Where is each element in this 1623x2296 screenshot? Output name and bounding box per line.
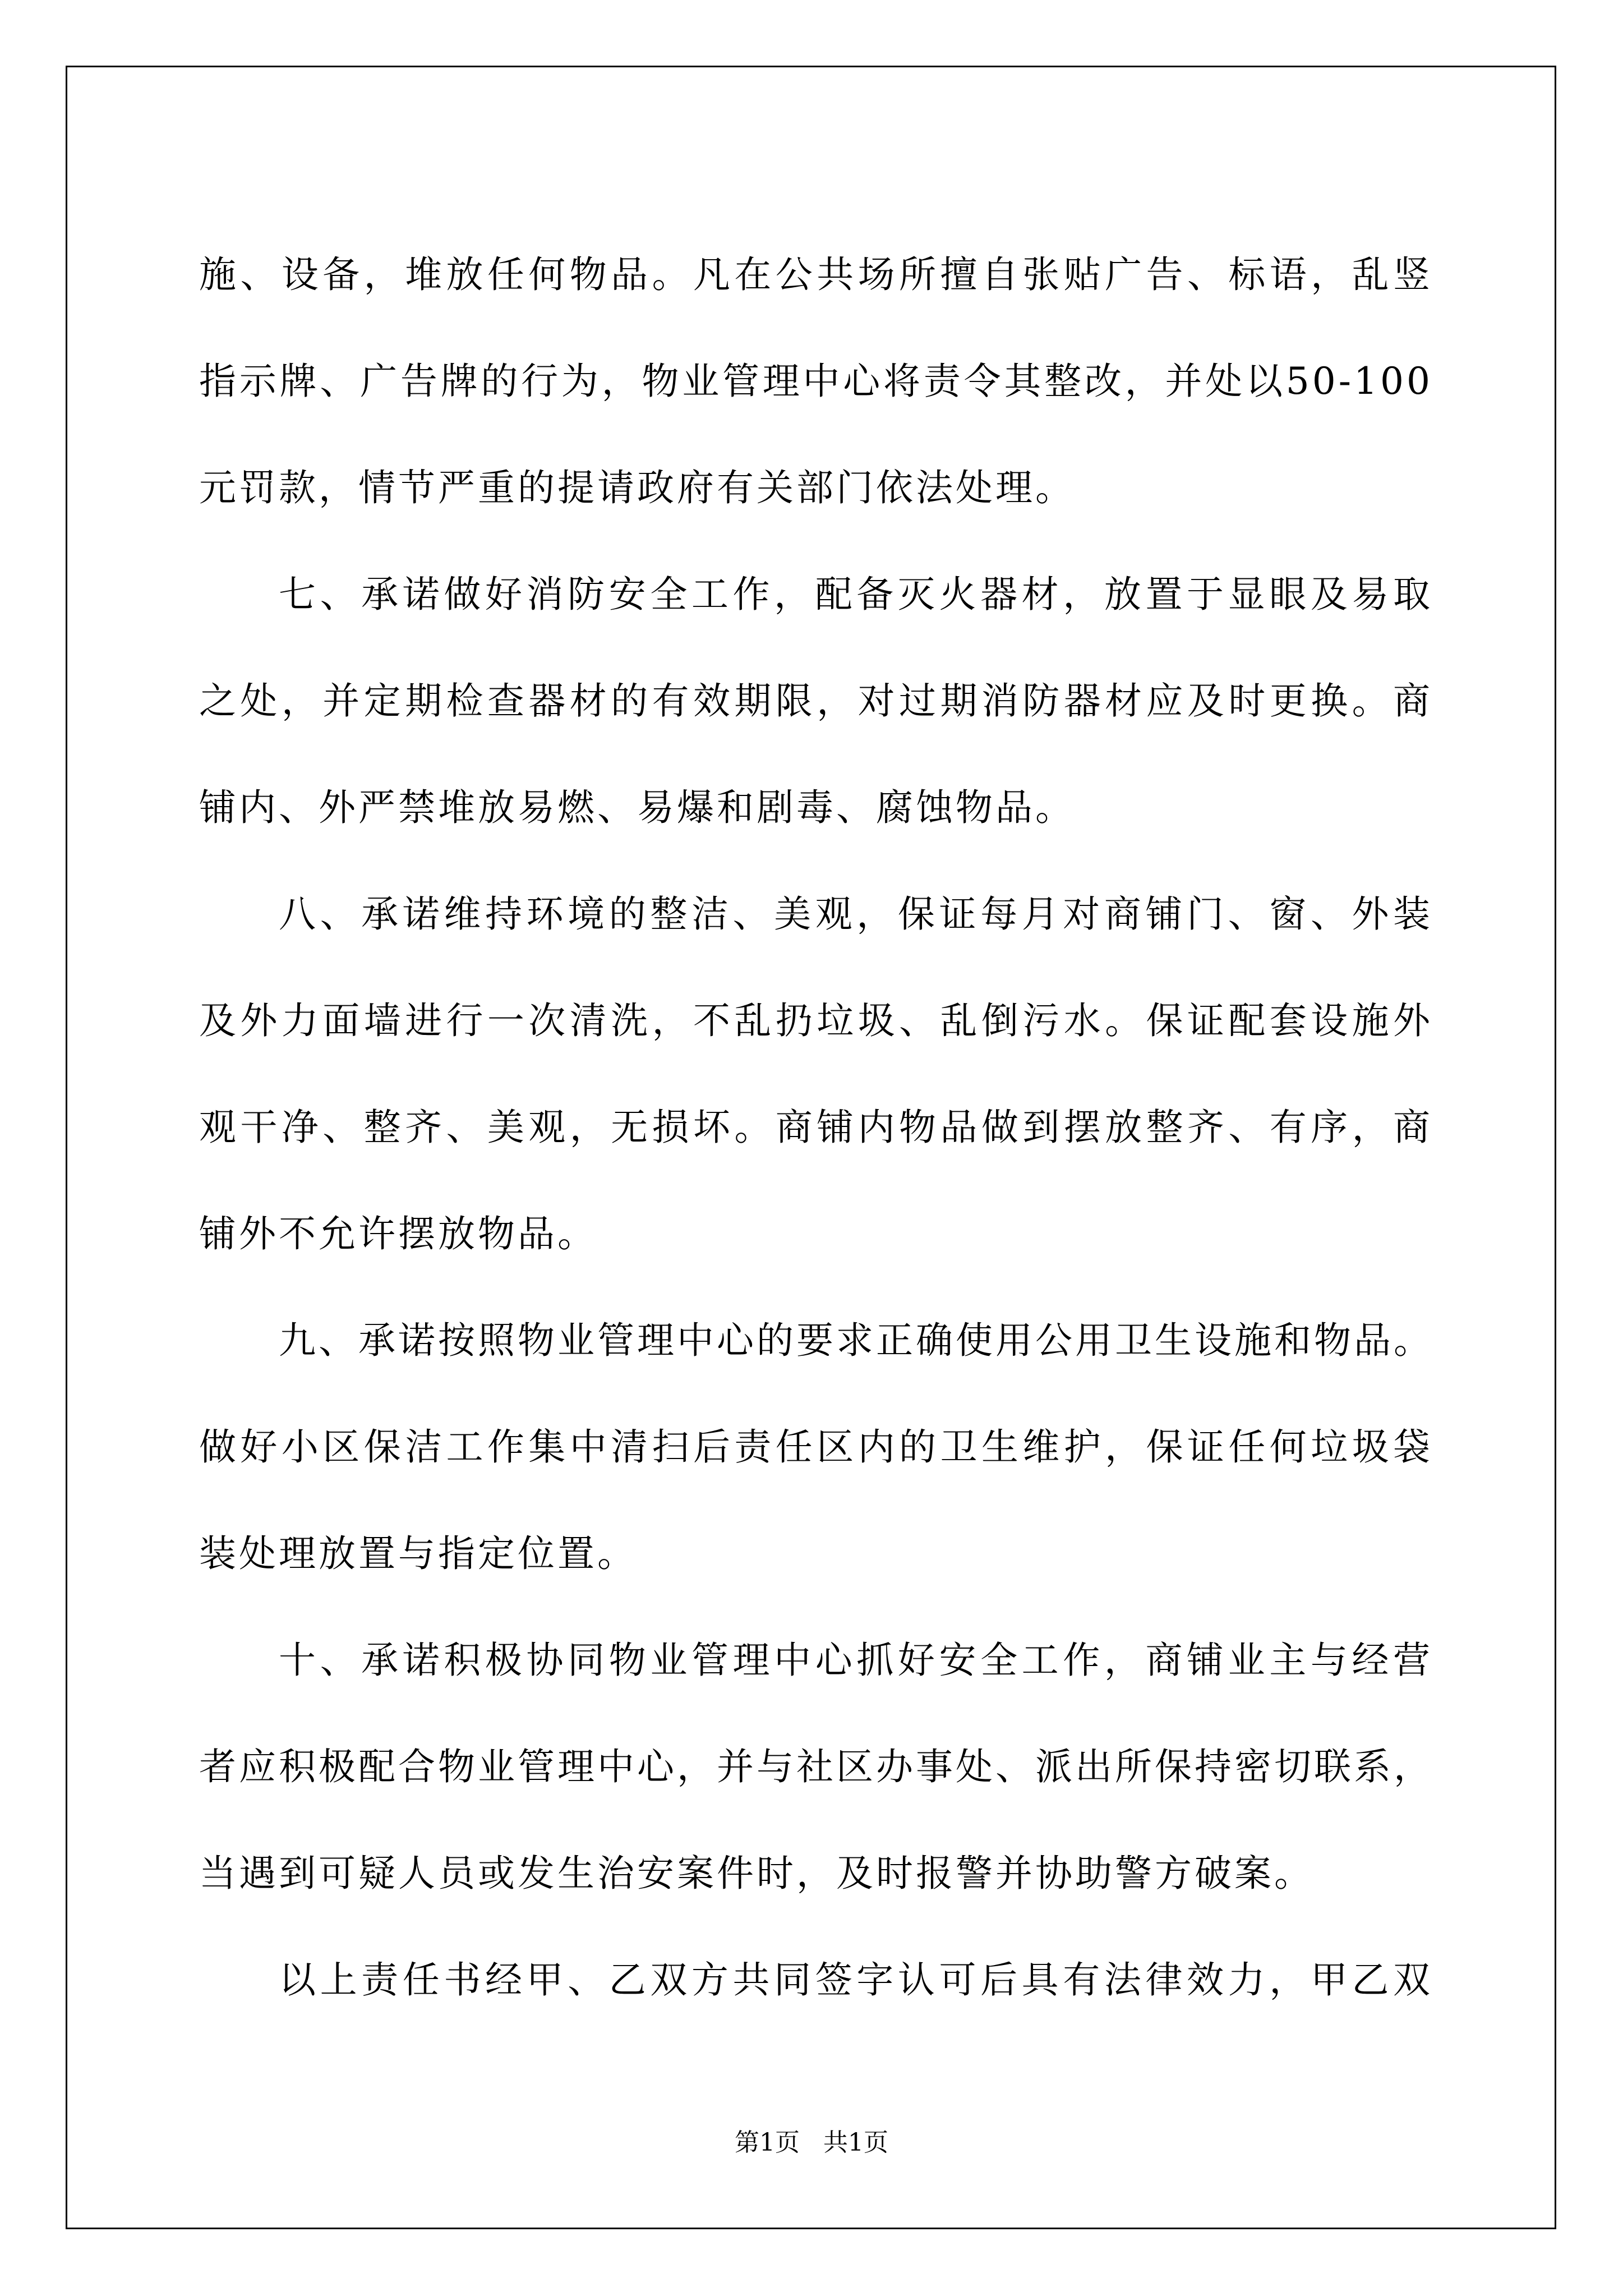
- text-line: 之处，并定期检查器材的有效期限，对过期消防器材应及时更换。商: [199, 679, 1433, 723]
- text-line: 者应积极配合物业管理中心，并与社区办事处、派出所保持密切联系，: [199, 1745, 1433, 1788]
- text-line: 元罚款，情节严重的提请政府有关部门依法处理。: [199, 466, 1075, 509]
- text-line: 施、设备，堆放任何物品。凡在公共场所擅自张贴广告、标语，乱竖: [199, 253, 1433, 296]
- text-line: 做好小区保洁工作集中清扫后责任区内的卫生维护，保证任何垃圾袋: [199, 1425, 1433, 1469]
- text-line: 指示牌、广告牌的行为，物业管理中心将责令其整改，并处以50-100: [199, 360, 1433, 403]
- text-line: 十、承诺积极协同物业管理中心抓好安全工作，商铺业主与经营: [279, 1639, 1433, 1682]
- text-line: 观干净、整齐、美观，无损坏。商铺内物品做到摆放整齐、有序，商: [199, 1106, 1433, 1149]
- text-line: 八、承诺维持环境的整洁、美观，保证每月对商铺门、窗、外装: [279, 892, 1433, 936]
- text-line: 七、承诺做好消防安全工作，配备灭火器材，放置于显眼及易取: [279, 573, 1433, 616]
- text-line: 及外力面墙进行一次清洗，不乱扔垃圾、乱倒污水。保证配套设施外: [199, 999, 1433, 1042]
- page-footer: 第1页 共1页: [735, 2128, 888, 2157]
- text-line: 九、承诺按照物业管理中心的要求正确使用公用卫生设施和物品。: [279, 1319, 1433, 1362]
- text-line: 铺内、外严禁堆放易燃、易爆和剧毒、腐蚀物品。: [199, 786, 1075, 829]
- text-line: 装处理放置与指定位置。: [199, 1532, 637, 1575]
- text-line: 铺外不允许摆放物品。: [199, 1212, 597, 1255]
- document-body: [199, 222, 1433, 2033]
- text-line: 当遇到可疑人员或发生治安案件时，及时报警并协助警方破案。: [199, 1852, 1314, 1895]
- text-line: 以上责任书经甲、乙双方共同签字认可后具有法律效力，甲乙双: [279, 1958, 1433, 2001]
